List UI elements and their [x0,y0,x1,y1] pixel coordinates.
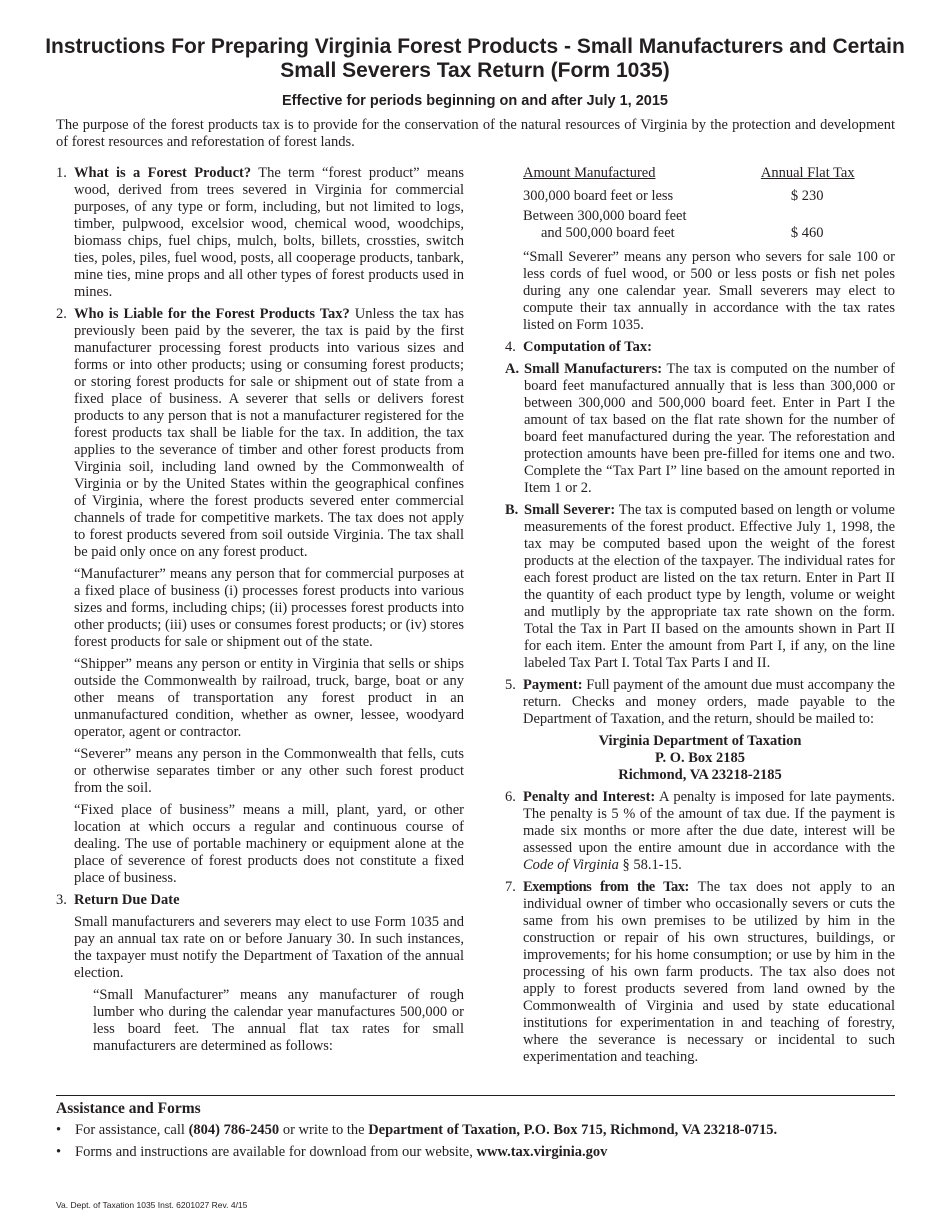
table-cell-tax: $ 230 [790,188,824,204]
section-7-text: The tax does not apply to an individual owner of timber who occasionally severs or cuts the same from his own premises to be utilized by him in the construction or repair of his own structures, buildings, or improvements; for his home consumption; or use by him in the processing of his own farm products. The tax also does not apply to forest products severed from land owned by the Commonwealth of Virginia and used by state educational institutions for experimentation in and teaching of forestry, where the severance is necessary or incidental to such experimentation and teaching. [523,879,895,1065]
bullet-icon: • [56,1144,62,1160]
section-4b-heading: Small Severer: [524,502,616,518]
section-2-heading: Who is Liable for the Forest Products Tax? [74,306,350,322]
assistance-heading: Assistance and Forms [56,1100,201,1117]
website-link[interactable]: www.tax.virginia.gov [476,1144,608,1160]
table-header-tax: Annual Flat Tax [760,165,855,181]
footer-form-id: Va. Dept. of Taxation 1035 Inst. 6201027 Rev. 4/15 [56,1200,248,1210]
section-4a-heading: Small Manufacturers: [524,361,663,377]
section-4: 4. Computation of Tax: [505,339,652,355]
section-6: 6. Penalty and Interest: A penalty is imposed for late payments. The penalty is 5 % of the amount of tax due. If the payment is made six months or more after the due date, interest will be assessed upon the entire amount due in accordance with the Code of Virginia § 58.1-15. [505,789,895,873]
definition-small-manufacturer: “Small Manufacturer” means any manufacturer of rough lumber who during the calendar year manufactures 500,000 or less board feet. The annual flat tax rates for small manufacturers are determined as follows: [93,987,464,1054]
definition-severer: “Severer” means any person in the Commonwealth that fells, cuts or otherwise separates timber or any other such forest product from the soil. [74,746,464,796]
intro-paragraph: The purpose of the forest products tax is to provide for the conservation of the natural resources of Virginia by the protection and development of forest resources and reforestation of forest lands. [56,117,895,150]
right-column [505,165,895,1071]
section-1-text: The term “forest product” means wood, derived from trees severed in Virginia for commercial purposes, of any type or form, including, but not limited to logs, timber, pulpwood, excelsior wood, chemical wood, woodchips, biomass chips, fuel chips, mulch, bolts, billets, crossties, switch ties, poles, piles, fuel wood, posts, all cooperage products, tanbark, mine ties, mine props and all other types of forest products used in mines. [74,165,464,300]
definition-fixed-place: “Fixed place of business” means a mill, plant, yard, or other location at which occurs a regular and continuous course of dealing. The use of portable machinery or equipment alone at the place of severence of forest products does not constitute a fixed place of business. [74,802,464,886]
page-title: Instructions For Preparing Virginia Forest Products - Small Manufacturers and Certain Small Severers Tax Return (Form 1035) [45,35,905,82]
section-3: 3. Return Due Date [56,892,180,908]
section-5-heading: Payment: [523,677,583,693]
section-1-heading: What is a Forest Product? [74,165,252,181]
section-7-heading: Exemptions from the Tax: [523,879,689,895]
section-6-heading: Penalty and Interest: [523,789,656,805]
left-column [56,165,464,1060]
list-item: • Forms and instructions are available for download from our website, www.tax.virginia.gov [56,1144,608,1160]
section-5-text: Full payment of the amount due must accompany the return. Checks and money orders, made payable to the Department of Taxation, and the return, should be mailed to: [523,677,895,727]
section-3-heading: Return Due Date [74,892,180,908]
table-cell-amount: 300,000 board feet or less [523,188,674,204]
bullet-icon: • [56,1122,62,1138]
section-4b: B. Small Severer: The tax is computed based on length or volume measurements of the forest product. Effective July 1, 1998, the tax may be computed based upon the weight of the forest products at the election of the taxpayer. The individual rates for each forest product are listed on the tax return. Enter in Part II the quantity of each product type by length, volume or weight and mutliply by the appropriate tax rate shown on the form. Total the Tax in Part II based on the amounts shown in Part II for each item. Enter the amount from Part I, if any, on the line labeled Tax Part I. Total Tax Parts I and II. [505,502,895,671]
definition-shipper: “Shipper” means any person or entity in Virginia that sells or ships outside the Commonwealth by railroad, truck, barge, boat or any other means of transportation any forest product in an unmanufactured condition, whether as owner, lessee, woodyard operator, agent or contractor. [74,656,464,740]
section-1: 1. What is a Forest Product? The term “forest product” means wood, derived from trees severed in Virginia for commercial purposes, of any type or form, including, but not limited to logs, timber, pulpwood, excelsior wood, chemical wood, woodchips, biomass chips, fuel chips, mulch, bolts, billets, crossties, switch ties, poles, piles, fuel wood, posts, all cooperage products, tanbark, mine ties, mine props and all other types of forest products used in mines. [56,165,464,300]
definition-small-severer: “Small Severer” means any person who severs for sale 100 or less cords of fuel wood, or 500 or less posts or fish net poles during any one calendar year. Small severers may elect to compute their tax annually in accordance with the tax rates listed on Form 1035. [523,249,895,333]
flat-tax-table [523,165,895,245]
code-of-virginia: Code of Virginia [523,857,619,873]
section-4b-text: The tax is computed based on length or volume measurements of the forest product. Effective July 1, 1998, the tax may be computed based upon the weight of the forest products at the election of the taxpayer. The individual rates for each forest product are listed on the tax return. Enter in Part II the quantity of each product type by length, volume or weight and mutliply by the appropriate tax rate shown on the form. Total the Tax in Part II based on the amounts shown in Part II for each item. Enter the amount from Part I, if any, on the line labeled Tax Part I. Total Tax Parts I and II. [524,502,895,671]
divider [56,1095,895,1096]
section-4-heading: Computation of Tax: [523,339,652,355]
table-header-amount: Amount Manufactured [523,165,656,181]
list-item: • For assistance, call (804) 786-2450 or write to the Department of Taxation, P.O. Box 715, Richmond, VA 23218-0715. [56,1122,778,1138]
table-cell-amount: Between 300,000 board feet and 500,000 board feet [523,208,687,241]
section-5: 5. Payment: Full payment of the amount due must accompany the return. Checks and money orders, made payable to the Department of Taxation, and the return, should be mailed to: [505,677,895,727]
table-row [523,208,895,245]
section-3-text: Small manufacturers and severers may elect to use Form 1035 and pay an annual tax rate on or before January 30. In such instances, the taxpayer must notify the Department of Taxation of the annual election. [74,914,464,981]
effective-date: Effective for periods beginning on and after July 1, 2015 [282,93,668,109]
section-4a: A. Small Manufacturers: The tax is computed on the number of board feet manufactured annually that is less than 300,000 or between 300,000 and 500,000 board feet. Enter in Part I the amount of tax based on the flat rate shown for the number of board feet manufactured during the year. The reforestation and protection amounts have been pre-filled for items one and two. Complete the “Tax Part I” line based on the amount reported in Item 1 or 2. [505,361,895,496]
table-header-row [523,165,895,188]
section-2: 2. Who is Liable for the Forest Products Tax? Unless the tax has previously been paid by the severer, the tax is paid by the first manufacturer processing forest products into various sizes and forms or into other products; using or consuming forest products; or storing forest products for sale or shipment out of state from a fixed place of business. A severer that sells or delivers forest products to any person that is not a manufacturer registered for the forest products tax shall be liable for the tax. In addition, the tax applies to the severance of timber and other forest products from Virginia soil, including land owned by the Commonwealth of Virginia or by the United States within the geographical confines of Virginia, where the forest products severed enter commercial channels of trade for competitive markets. The tax does not apply to forest products severed from soil outside Virginia. The tax shall be paid only once on any forest product. [56,306,464,560]
table-row [523,188,895,208]
section-6-text: A penalty is imposed for late payments. The penalty is 5 % of the amount of tax due. If the payment is made six months or more after the due date, interest will be assessed upon the entire amount due in accordance with the [523,789,895,856]
department-address: Department of Taxation, P.O. Box 715, Richmond, VA 23218-0715. [368,1122,778,1138]
definition-manufacturer: “Manufacturer” means any person that for commercial purposes at a fixed place of business (i) processes forest products into various sizes and forms, including chips; (ii) processes forest products into other products; (iii) uses or consumes forest products; or (iv) stores forest products for sale or shipment out of the state. [74,566,464,650]
assistance-list [56,1122,916,1166]
mailing-address: Virginia Department of Taxation P. O. Box 2185 Richmond, VA 23218-2185 [598,733,802,783]
phone-number: (804) 786-2450 [188,1122,280,1138]
section-4a-text: The tax is computed on the number of board feet manufactured annually that is less than 300,000 or between 300,000 and 500,000 board feet. Enter in Part I the amount of tax based on the flat rate shown for the number of board feet manufactured during the year. The reforestation and protection amounts have been pre-filled for items one and two. Complete the “Tax Part I” line based on the amount reported in Item 1 or 2. [524,361,895,496]
section-2-text: Unless the tax has previously been paid by the severer, the tax is paid by the first manufacturer processing forest products into various sizes and forms or into other products; using or consuming forest products; or storing forest products for sale or shipment out of state from a fixed place of business. A severer that sells or delivers forest products to any person that is not a manufacturer registered for the forest products tax shall be liable for the tax. In addition, the tax applies to the severance of timber and other forest products from Virginia soil, including land owned by the Commonwealth of Virginia or by the United States within the geographical confines of Virginia, where the forest products severed enter commercial channels of trade for competitive markets. The tax does not apply to forest products severed from soil outside Virginia. The tax shall be paid only once on any forest product. [74,306,464,560]
table-cell-tax: $ 460 [790,225,824,241]
section-7: 7. Exemptions from the Tax: The tax does not apply to an individual owner of timber who occasionally severs or cuts the same from his own premises to be utilized by him in the construction or repair of his own structures, buildings, or improvements; for his home consumption; or use by him in the processing of his own farm products. The tax also does not apply to forest products severed from land owned by the Commonwealth of Virginia and used by state educational institutions for experimentation in and teaching of forestry, where the severance is necessary or incidental to such experimentation and teaching. [505,879,895,1065]
